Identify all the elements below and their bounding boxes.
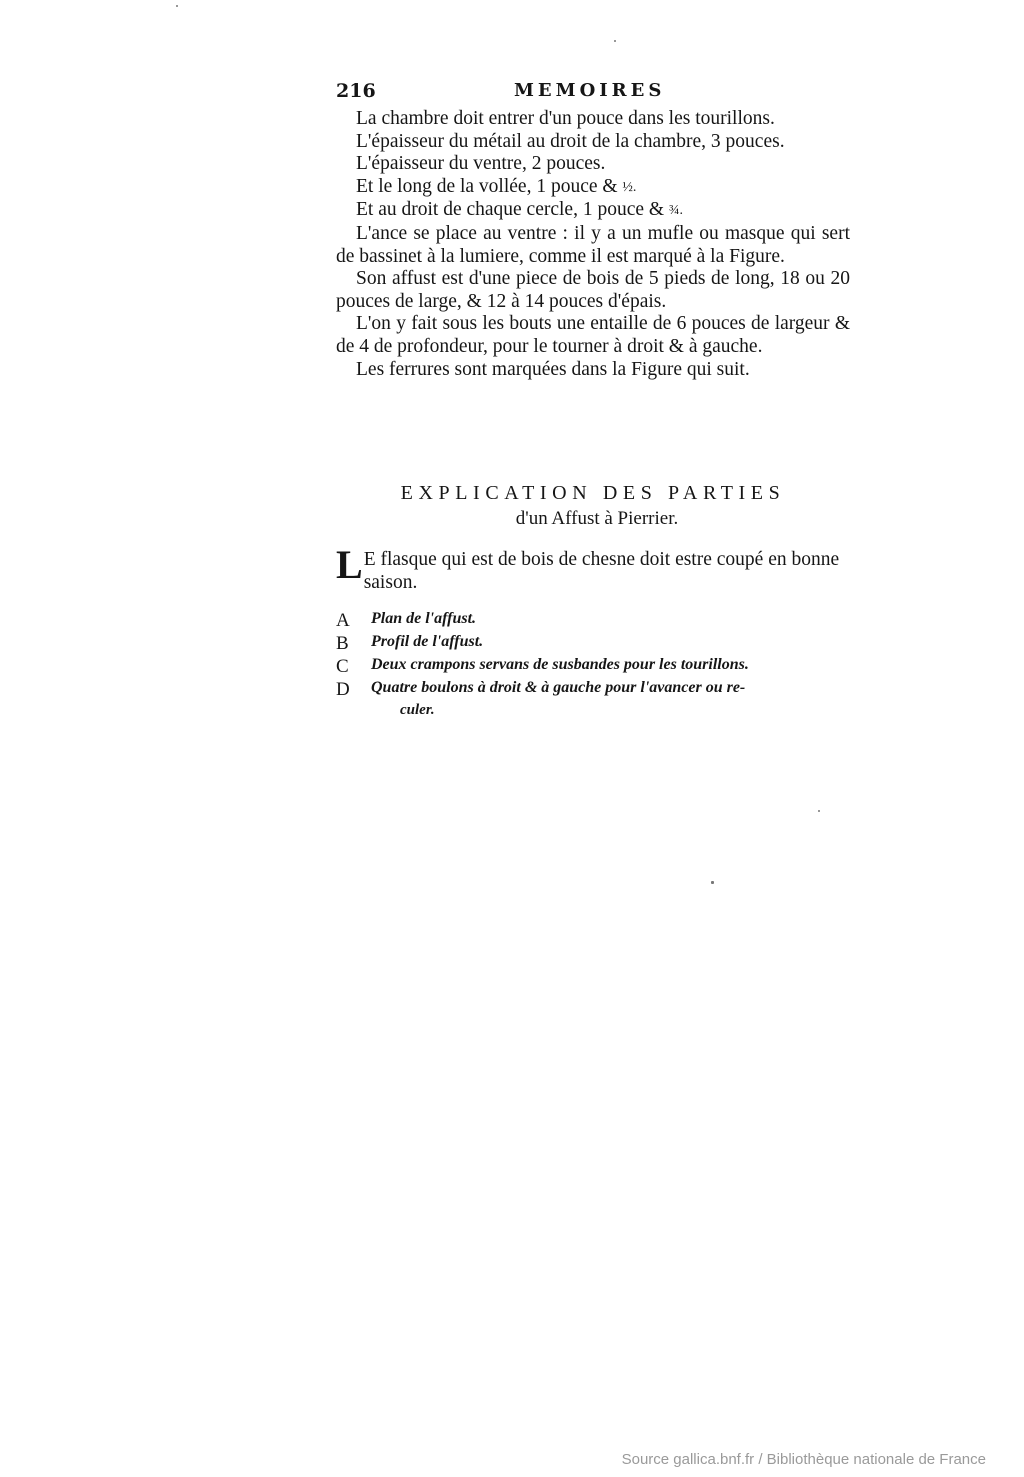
fraction: ¾. [668, 203, 683, 219]
legend-item [336, 610, 856, 633]
paragraph: L'on y fait sous les bouts une entaille de 6 pouces de largeur & de 4 de profondeur, pour le tourner à droit & à gauche. [336, 313, 850, 357]
legend-text: Plan de l'affust. [371, 610, 477, 627]
body-line [336, 199, 850, 223]
body-text [336, 108, 850, 381]
scan-speck [711, 881, 714, 884]
legend-list [336, 610, 856, 718]
paragraph: L'ance se place au ventre : il y a un mufle ou masque qui sert de bassinet à la lumiere, comme il est marqué à la Figure. [336, 222, 850, 267]
body-line [336, 176, 850, 200]
legend-letter: D [336, 679, 350, 700]
legend-item [336, 679, 856, 718]
body-line: L'épaisseur du ventre, 2 pouces. [356, 153, 606, 175]
body-line-text: Et le long de la vollée, 1 pouce & [356, 175, 618, 197]
paragraph: Son affust est d'une piece de bois de 5 pieds de long, 18 ou 20 pouces de large, & 12 à 14 pouces d'épais. [336, 268, 850, 312]
scan-speck [818, 810, 820, 812]
lede-text: E flasque qui est de bois de chesne doit estre coupé en bonne saison. [363, 549, 840, 593]
body-line: Les ferrures sont marquées dans la Figure qui suit. [356, 358, 750, 380]
fraction: ½. [622, 179, 637, 195]
page-number: 216 [336, 80, 376, 102]
legend-item [336, 633, 856, 656]
legend-letter: A [336, 610, 350, 631]
lede-paragraph [336, 542, 850, 594]
drop-cap: L [336, 542, 363, 587]
running-title: MEMOIRES [514, 80, 666, 101]
legend-text: Profil de l'affust. [371, 633, 484, 650]
body-line: L'épaisseur du métail au droit de la chambre, 3 pouces. [356, 130, 785, 152]
legend-item [336, 656, 856, 679]
body-line-text: Et au droit de chaque cercle, 1 pouce & [356, 199, 665, 221]
section-subheading: d'un Affust à Pierrier. [515, 508, 679, 529]
body-line: La chambre doit entrer d'un pouce dans les tourillons. [356, 108, 775, 129]
legend-letter: B [336, 633, 349, 654]
legend-letter: C [336, 656, 349, 677]
section-heading: EXPLICATION DES PARTIES [400, 482, 786, 504]
legend-text: Deux crampons servans de susbandes pour les tourillons. [371, 656, 749, 673]
legend-text: Quatre boulons à droit & à gauche pour l'avancer ou re- [371, 679, 746, 696]
page-header [336, 80, 666, 104]
source-attribution: Source gallica.bnf.fr / Bibliothèque nationale de France [621, 1451, 986, 1468]
legend-text-continuation: culer. [400, 702, 435, 718]
scan-speck [176, 5, 178, 7]
scan-speck [614, 40, 616, 42]
